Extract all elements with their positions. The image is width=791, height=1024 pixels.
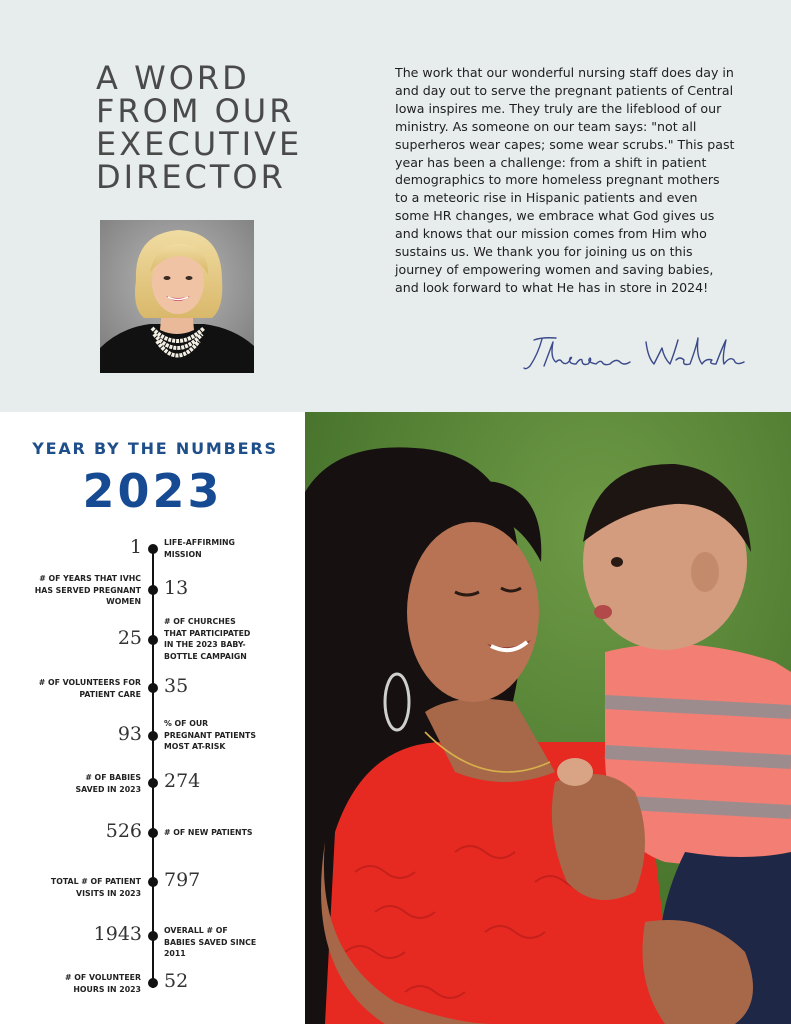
timeline-dot bbox=[148, 731, 158, 741]
heading-line: DIRECTOR bbox=[96, 158, 286, 196]
stat-value: 93 bbox=[117, 723, 142, 745]
director-signature bbox=[520, 328, 750, 380]
stat-value: 13 bbox=[164, 577, 189, 599]
timeline-dot bbox=[148, 828, 158, 838]
year-by-numbers-section bbox=[0, 412, 305, 1024]
timeline-dot bbox=[148, 778, 158, 788]
director-letter-text: The work that our wonderful nursing staff does day in and day out to serve the pregnant patients of Central Iowa inspires me. They truly are the lifeblood of our ministry. As someone on our team says: "not all superheros wear capes; some wear scrubs." This past year has been a challenge: from a shift in patient demographics to more homeless pregnant mothers to a meteoric rise in Hispanic patients and even some HR changes, we embrace what God gives us and knows that our mission comes from Him who sustains us. We thank you for joining us on this journey of empowering women and saving babies, and look forward to what He has in store in 2024! bbox=[395, 65, 735, 295]
timeline-dot bbox=[148, 544, 158, 554]
stat-label: # OF CHURCHES THAT PARTICIPATED IN THE 2023 BABY-BOTTLE CAMPAIGN bbox=[164, 617, 251, 661]
stat-value: 274 bbox=[164, 770, 201, 792]
stat-label: # OF VOLUNTEER HOURS IN 2023 bbox=[65, 973, 141, 994]
heading-line: FROM OUR bbox=[96, 92, 295, 130]
heading-line: A WORD bbox=[96, 59, 250, 97]
heading-line: EXECUTIVE bbox=[96, 125, 303, 163]
stat-value: 1943 bbox=[93, 923, 142, 945]
stat-value: 797 bbox=[164, 869, 201, 891]
timeline-dot bbox=[148, 683, 158, 693]
stat-label: OVERALL # OF BABIES SAVED SINCE 2011 bbox=[164, 926, 257, 959]
timeline-dot bbox=[148, 585, 158, 595]
timeline-dot bbox=[148, 978, 158, 988]
signature-image bbox=[520, 328, 750, 380]
stat-label: % OF OUR PREGNANT PATIENTS MOST AT-RISK bbox=[164, 719, 256, 752]
stat-value: 52 bbox=[164, 970, 189, 992]
stat-value: 35 bbox=[164, 675, 189, 697]
stat-label: # OF YEARS THAT IVHC HAS SERVED PREGNANT WOMEN bbox=[34, 574, 141, 607]
stat-value: 25 bbox=[117, 627, 142, 649]
stat-value: 526 bbox=[105, 820, 142, 842]
section-heading bbox=[96, 59, 356, 196]
stat-label: # OF NEW PATIENTS bbox=[164, 828, 253, 837]
mother-and-baby-photo bbox=[305, 412, 791, 1024]
stat-label: # OF BABIES SAVED IN 2023 bbox=[75, 773, 141, 794]
stat-label: TOTAL # OF PATIENT VISITS IN 2023 bbox=[50, 877, 141, 898]
director-letter-section bbox=[0, 0, 791, 412]
stat-label: # OF VOLUNTEERS FOR PATIENT CARE bbox=[38, 678, 141, 699]
director-portrait bbox=[100, 220, 254, 373]
numbers-title: YEAR BY THE NUMBERS bbox=[32, 439, 278, 458]
timeline-dot bbox=[148, 931, 158, 941]
stat-value: 1 bbox=[129, 536, 142, 558]
timeline-dot bbox=[148, 635, 158, 645]
numbers-year: 2023 bbox=[82, 464, 223, 518]
timeline-dot bbox=[148, 877, 158, 887]
mother-baby-image bbox=[305, 412, 791, 1024]
stat-label: LIFE-AFFIRMING MISSION bbox=[164, 538, 235, 559]
timeline-line bbox=[152, 548, 154, 988]
director-portrait-image bbox=[100, 220, 254, 373]
